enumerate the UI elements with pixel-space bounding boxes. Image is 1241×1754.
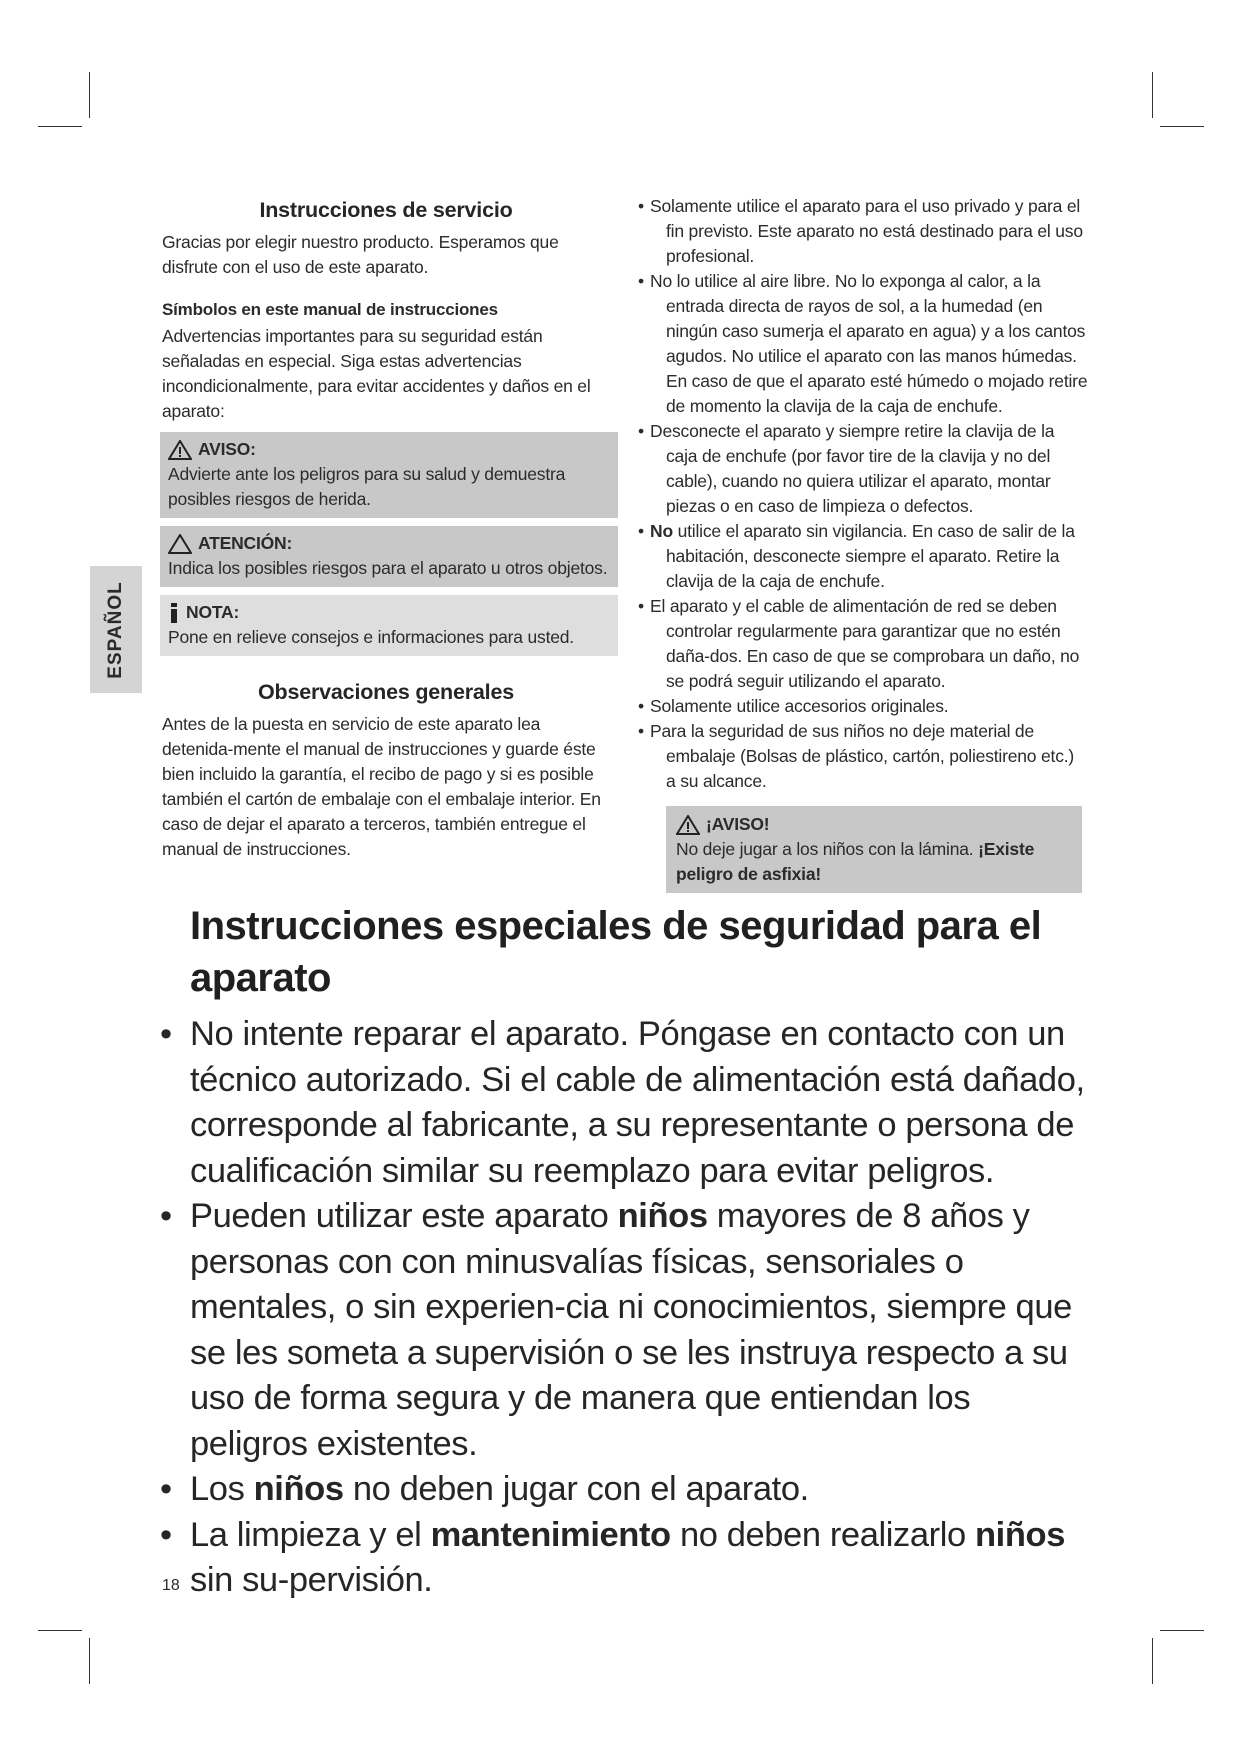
- warning-title: ¡AVISO!: [706, 814, 770, 834]
- crop-mark: [38, 126, 82, 127]
- list-item: • No intente reparar el aparato. Póngase en contacto con un técnico autorizado. Si el cable de alimentación está dañado, corresponde al fabricante, a su representante o persona de cualificación similar su reemplazo para evitar peligros.: [160, 1012, 1090, 1194]
- warning-icon: [168, 440, 192, 460]
- text: no deben realizarlo: [679, 1515, 966, 1554]
- list-item: • Solamente utilice accesorios originales.: [636, 694, 1088, 719]
- language-tab: [90, 566, 142, 693]
- list-item: [160, 1194, 1090, 1467]
- list-item: [636, 519, 1088, 594]
- info-icon: [168, 603, 180, 623]
- atencion-box: [160, 526, 618, 587]
- list-item-text: utilice el aparato sin vigilancia. En caso de salir de la habitación, desconecte siempre el aparato. Retire la clavija de la caja de enchufe.: [666, 521, 1075, 591]
- warning-text: [676, 837, 1072, 887]
- emphasis: niños: [617, 1197, 708, 1235]
- aviso-title: AVISO:: [198, 439, 256, 459]
- nota-title: NOTA:: [186, 602, 240, 622]
- special-safety-title: Instrucciones especiales de seguridad para el aparato: [190, 904, 1042, 1000]
- crop-mark: [89, 1638, 90, 1684]
- nota-box: [160, 595, 618, 656]
- text: La limpieza y el: [190, 1515, 422, 1554]
- service-instructions-title: Instrucciones de servicio: [259, 198, 513, 222]
- symbols-heading: Símbolos en este manual de instrucciones: [162, 300, 498, 319]
- text: mayores de 8 años y personas con con minusvalías físicas, sensoriales o mentales, o sin experien-cia ni conocimientos, siempre que se les someta a supervisión o se les instruya respecto a su uso de forma segura y de manera que entiendan los peligros existentes.: [190, 1197, 1072, 1463]
- list-item: • Para la seguridad de sus niños no deje material de embalaje (Bolsas de plástico, cartón, poliestireno etc.) a su alcance.: [636, 719, 1088, 794]
- list-item: • El aparato y el cable de alimentación de red se deben controlar regularmente para garantizar que no estén daña-dos. En caso de que se comprobara un daño, no se podrá seguir utilizando el aparato.: [636, 594, 1088, 694]
- list-item: • No lo utilice al aire libre. No lo exponga al calor, a la entrada directa de rayos de sol, a la humedad (en ningún caso sumerja el aparato en agua) y a los cantos agudos. No utilice el aparato con las manos húmedas. En caso de que el aparato esté húmedo o mojado retire de momento la clavija de la caja de enchufe.: [636, 269, 1088, 419]
- warning-emphasis: ¡Existe peligro de asfixia!: [676, 839, 1035, 884]
- list-item: • Solamente utilice el aparato para el uso privado y para el fin previsto. Este aparato no está destinado para el uso profesional.: [636, 194, 1088, 269]
- aviso-box: [160, 432, 618, 518]
- text: Los: [190, 1470, 245, 1508]
- special-safety-section: [160, 900, 1090, 1604]
- crop-mark: [1160, 1630, 1204, 1631]
- symbols-text: Advertencias importantes para su seguridad están señaladas en especial. Siga estas advertencias incondicionalmente, para evitar accidentes y daños en el aparato:: [162, 326, 591, 421]
- nota-text: Pone en relieve consejos e informaciones para usted.: [168, 627, 574, 647]
- list-item: • Desconecte el aparato y siempre retire la clavija de la caja de enchufe (por favor tire de la clavija y no del cable), cuando no quiera utilizar el aparato, montar piezas o en caso de limpieza o defectos.: [636, 419, 1088, 519]
- text: sin su-pervisión.: [190, 1561, 433, 1599]
- suffocation-warning-box: [666, 806, 1082, 893]
- warning-body: No deje jugar a los niños con la lámina.: [676, 839, 974, 859]
- emphasis: mantenimiento: [430, 1515, 671, 1554]
- left-column: [162, 196, 610, 862]
- page-number: 18: [162, 1577, 180, 1594]
- list-item: [160, 1467, 1090, 1513]
- emphasis: niños: [974, 1515, 1065, 1554]
- general-observations-text: Antes de la puesta en servicio de este aparato lea detenida-mente el manual de instrucciones y guarde éste bien incluido la garantía, el recibo de pago y si es posible también el cartón de embalaje con el embalaje interior. En caso de dejar el aparato a terceros, también entregue el manual de instrucciones.: [162, 714, 601, 859]
- general-observations-title: Observaciones generales: [258, 680, 514, 704]
- crop-mark: [1152, 1638, 1153, 1684]
- aviso-text: Advierte ante los peligros para su salud y demuestra posibles riesgos de herida.: [168, 464, 566, 509]
- crop-mark: [1152, 72, 1153, 118]
- crop-mark: [1160, 126, 1204, 127]
- text: Pueden utilizar este aparato: [190, 1197, 609, 1235]
- crop-mark: [38, 1630, 82, 1631]
- emphasis: No: [650, 521, 673, 541]
- list-item: [160, 1513, 1090, 1604]
- text: no deben jugar con el aparato.: [352, 1470, 809, 1508]
- atencion-title: ATENCIÓN:: [198, 533, 293, 553]
- intro-text: Gracias por elegir nuestro producto. Esperamos que disfrute con el uso de este aparato.: [162, 232, 559, 277]
- atencion-text: Indica los posibles riesgos para el aparato u otros objetos.: [168, 558, 608, 578]
- language-tab-label: ESPAÑOL: [105, 580, 126, 679]
- emphasis: niños: [253, 1470, 344, 1508]
- crop-mark: [89, 72, 90, 118]
- right-column: [636, 194, 1088, 893]
- warning-icon: [676, 815, 700, 835]
- caution-icon: [168, 534, 192, 554]
